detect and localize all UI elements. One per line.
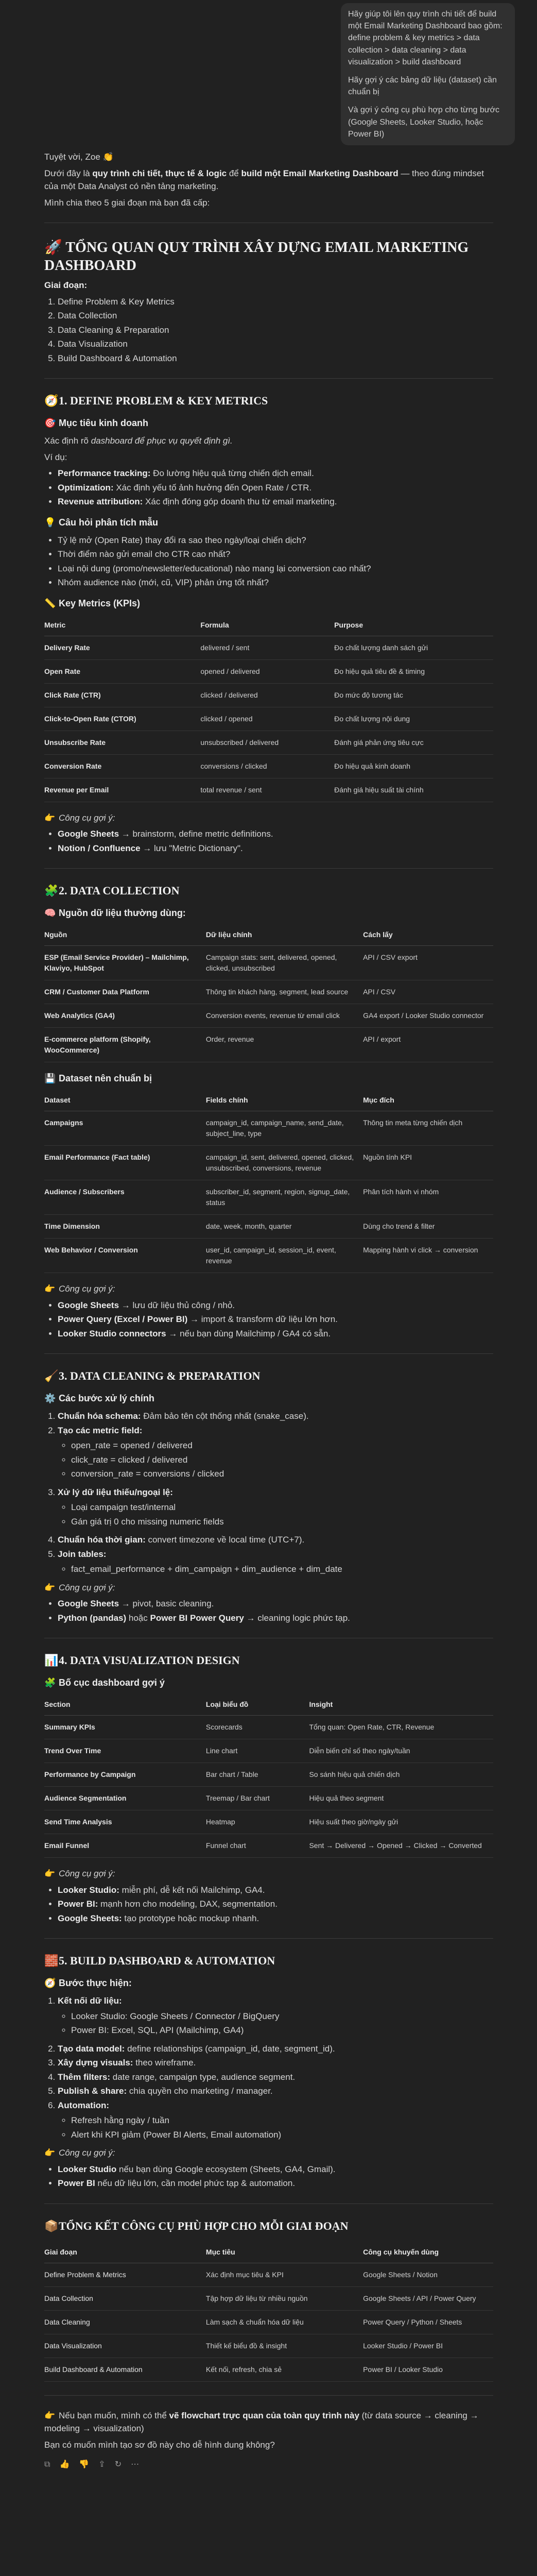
list-item: ◦ click_rate = clicked / delivered [71,1453,493,1467]
puzzle-icon: 🧩 [44,1677,56,1688]
list-item: 3. Xây dựng visuals: theo wireframe. [58,2056,493,2070]
tools-list [44,1884,493,1925]
stages-list [44,295,493,365]
list-item: • Looker Studio nếu bạn dùng Google ecosystem (Sheets, GA4, Gmail). [58,2163,493,2176]
summary-table [44,2242,493,2382]
list-item: 3. Data Cleaning & Preparation [58,324,493,337]
list-item: 1. Define Problem & Key Metrics [58,295,493,309]
divider [44,2395,493,2396]
table-header: Metric [44,615,200,636]
table-row: Revenue per Email total revenue / sent Đánh giá hiệu suất tài chính [44,778,493,802]
intro-line: Dưới đây là quy trình chi tiết, thực tế & logic để build một Email Marketing Dashboard — theo đúng mindset của một Data Analyst có nền tảng marketing. [44,168,484,191]
table-header: Mục đích [363,1090,493,1111]
table-row: ESP (Email Service Provider) – Mailchimp, Klaviyo, HubSpot Campaign stats: sent, delivered, opened, clicked, unsubscribed API / CSV export [44,946,493,980]
list-item: 4. Data Visualization [58,337,493,351]
list-item: • Tỷ lệ mở (Open Rate) thay đổi ra sao theo ngày/loại chiến dịch? [58,534,493,547]
summary-title: 📦TỔNG KẾT CÔNG CỤ PHÙ HỢP CHO MỖI GIAI ĐOẠN [44,2217,493,2234]
list-item: • Power BI nếu dữ liệu lớn, cần model phức tạp & automation. [58,2177,493,2190]
compass-icon: 🧭 [44,1978,56,1988]
sources-heading: 🧠 Nguồn dữ liệu thường dùng: [44,906,493,920]
steps-heading: 🧭 Bước thực hiện: [44,1976,493,1990]
example-label: Ví dụ: [44,452,67,462]
table-row: Data Collection Tập hợp dữ liệu từ nhiều nguồn Google Sheets / API / Power Query [44,2286,493,2310]
table-row: Data Cleaning Làm sạch & chuẩn hóa dữ liệu Power Query / Python / Sheets [44,2310,493,2334]
table-header: Công cụ khuyến dùng [363,2242,493,2263]
list-item: ◦ open_rate = opened / delivered [71,1439,493,1452]
dataset-table [44,1090,493,1273]
table-row: Audience / Subscribers subscriber_id, segment, region, signup_date, status Phân tích hành vi nhóm [44,1180,493,1215]
table-row: Data Visualization Thiết kế biểu đồ & insight Looker Studio / Power BI [44,2334,493,2358]
section-1-title: 🧭1. DEFINE PROBLEM & KEY METRICS [44,392,493,409]
section-3-title: 🧹3. DATA CLEANING & PREPARATION [44,1367,493,1384]
build-steps-list [44,1994,493,2141]
table-header: Section [44,1694,206,1716]
list-item: ◦ Gán giá trị 0 cho missing numeric fields [71,1515,493,1529]
gear-icon: ⚙️ [44,1393,56,1403]
cleaning-steps-list [44,1410,493,1576]
list-item: ◦ Looker Studio: Google Sheets / Connector / BigQuery [71,2010,493,2023]
list-item: • Power BI: mạnh hơn cho modeling, DAX, segmentation. [58,1897,493,1911]
list-item: • Loại nội dung (promo/newsletter/educational) nào mang lại conversion cao nhất? [58,562,493,575]
goal-text: Xác định rõ dashboard để phục vụ quyết định gì. [44,436,233,446]
table-row: Build Dashboard & Automation Kết nối, refresh, chia sẻ Power BI / Looker Studio [44,2358,493,2381]
list-item: • Google Sheets → lưu dữ liệu thủ công / nhỏ. [58,1299,493,1312]
table-row: Time Dimension date, week, month, quarter Dùng cho trend & filter [44,1215,493,1239]
list-item: • Looker Studio: miễn phí, dễ kết nối Mailchimp, GA4. [58,1884,493,1897]
thumbs-up-icon[interactable]: 👍 [59,2460,70,2469]
message-actions [44,2459,493,2471]
list-item: ◦ conversion_rate = conversions / clicked [71,1467,493,1481]
table-row: Trend Over Time Line chart Diễn biến chỉ số theo ngày/tuần [44,1739,493,1763]
bricks-icon: 🧱 [44,1954,59,1967]
table-row: Email Funnel Funnel chart Sent → Delivered → Opened → Clicked → Converted [44,1834,493,1858]
tools-list [44,827,493,855]
assistant-response [44,150,493,2471]
table-header: Giai đoạn [44,2242,206,2263]
tools-heading: 👉 Công cụ gợi ý: [44,1282,493,1296]
list-item: ◦ Refresh hằng ngày / tuần [71,2114,493,2127]
table-row: Unsubscribe Rate unsubscribed / delivered Đánh giá phản ứng tiêu cực [44,731,493,754]
disk-icon: 💾 [44,1073,56,1083]
kpi-heading: 📏 Key Metrics (KPIs) [44,597,493,611]
table-row: Email Performance (Fact table) campaign_id, sent, delivered, opened, clicked, unsubscribed, conversions, revenue Nguồn tính KPI [44,1146,493,1180]
divider [44,1353,493,1354]
table-header: Loại biểu đồ [206,1694,309,1716]
steps-heading: ⚙️ Các bước xử lý chính [44,1392,493,1405]
tools-list [44,1299,493,1341]
share-icon[interactable]: ⇪ [98,2460,106,2469]
section-2-title: 🧩2. DATA COLLECTION [44,882,493,899]
intro-line-2: Mình chia theo 5 giai đoạn mà bạn đã cấp: [44,197,210,208]
visualization-table [44,1694,493,1858]
section-5-title: 🧱5. BUILD DASHBOARD & AUTOMATION [44,1952,493,1969]
table-header: Cách lấy [363,924,493,946]
list-item: 5. Join tables: ◦ fact_email_performance + dim_campaign + dim_audience + dim_date [58,1548,493,1576]
table-row: Send Time Analysis Heatmap Hiệu suất theo giờ/ngày gửi [44,1810,493,1834]
kpi-table [44,615,493,802]
list-item: • Nhóm audience nào (mới, cũ, VIP) phản ứng tốt nhất? [58,576,493,589]
user-message-paragraph: Và gợi ý công cụ phù hợp cho từng bước (Google Sheets, Looker Studio, hoặc Power BI) [348,106,499,139]
table-row: Web Analytics (GA4) Conversion events, revenue từ email click GA4 export / Looker Studio connector [44,1004,493,1028]
list-item: 4. Thêm filters: date range, campaign type, audience segment. [58,2071,493,2084]
table-header: Purpose [334,615,493,636]
table-row: Performance by Campaign Bar chart / Table So sánh hiệu quả chiến dịch [44,1763,493,1787]
table-row: Click Rate (CTR) clicked / delivered Đo mức độ tương tác [44,683,493,707]
list-item: 5. Publish & share: chia quyền cho marketing / manager. [58,2084,493,2098]
overview-title: 🚀 TỔNG QUAN QUY TRÌNH XÂY DỰNG EMAIL MARKETING DASHBOARD [44,240,469,274]
table-row: Audience Segmentation Treemap / Bar chart Hiệu quả theo segment [44,1787,493,1810]
list-item: 3. Xử lý dữ liệu thiếu/ngoại lệ: ◦ Loại campaign test/internal ◦ Gán giá trị 0 cho missing numeric fields [58,1486,493,1529]
table-header: Mục tiêu [206,2242,363,2263]
copy-icon[interactable]: ⧉ [44,2460,50,2469]
user-message-paragraph: Hãy giúp tôi lên quy trình chi tiết để build một Email Marketing Dashboard bao gồm: define problem & key metrics > data collection > data cleaning > data visualization > build dashboard [348,10,503,66]
more-icon[interactable]: ⋯ [131,2460,140,2469]
table-header: Formula [200,615,334,636]
list-item: • Google Sheets → brainstorm, define metric definitions. [58,827,493,841]
table-header: Insight [309,1694,493,1716]
list-item: • Performance tracking: Đo lường hiệu quả từng chiến dịch email. [58,467,493,480]
pointing-hand-icon: 👉 [44,1284,56,1294]
section-4-title: 📊4. DATA VISUALIZATION DESIGN [44,1652,493,1669]
table-row: Click-to-Open Rate (CTOR) clicked / opened Đo chất lượng nội dung [44,707,493,731]
tools-heading: 👉 Công cụ gợi ý: [44,1581,493,1595]
questions-heading: 💡 Câu hỏi phân tích mẫu [44,516,493,530]
thumbs-down-icon[interactable]: 👎 [79,2460,90,2469]
list-item: 5. Build Dashboard & Automation [58,352,493,365]
pointing-hand-icon: 👉 [44,2148,56,2158]
chart-icon: 📊 [44,1654,59,1667]
list-item: 2. Tạo data model: define relationships (campaign_id, date, segment_id). [58,2042,493,2056]
target-icon: 🎯 [44,418,56,428]
list-item: • Google Sheets: tạo prototype hoặc mockup nhanh. [58,1912,493,1925]
table-row: Campaigns campaign_id, campaign_name, send_date, subject_line, type Thông tin meta từng chiến dịch [44,1111,493,1146]
examples-list [44,467,493,509]
table-header: Dữ liệu chính [206,924,363,946]
list-item: 6. Automation: ◦ Refresh hằng ngày / tuần ◦ Alert khi KPI giảm (Power BI Alerts, Email automation) [58,2099,493,2142]
table-row: Conversion Rate conversions / clicked Đo hiệu quả kinh doanh [44,754,493,778]
divider [44,1938,493,1939]
table-row: Open Rate opened / delivered Đo hiệu quả tiêu đề & timing [44,659,493,683]
table-row: CRM / Customer Data Platform Thông tin khách hàng, segment, lead source API / CSV [44,980,493,1004]
list-item: • Google Sheets → pivot, basic cleaning. [58,1597,493,1611]
list-item: • Power Query (Excel / Power BI) → import & transform dữ liệu lớn hơn. [58,1313,493,1326]
list-item: • Looker Studio connectors → nếu bạn dùng Mailchimp / GA4 có sẵn. [58,1327,493,1341]
stages-label: Giai đoạn: [44,280,88,290]
list-item: • Thời điểm nào gửi email cho CTR cao nhất? [58,548,493,561]
list-item: • Notion / Confluence → lưu "Metric Dictionary". [58,842,493,855]
broom-icon: 🧹 [44,1369,59,1382]
greeting: Tuyệt vời, Zoe 👏 [44,152,114,162]
divider [44,378,493,379]
closing-offer: 👉 Nếu bạn muốn, mình có thể vẽ flowchart trực quan của toàn quy trình này (từ data source → cleaning → modeling → visualization) [44,2409,493,2435]
table-row: Web Behavior / Conversion user_id, campaign_id, session_id, event, revenue Mapping hành vi click → conversion [44,1239,493,1273]
pointing-hand-icon: 👉 [44,2410,56,2420]
brain-icon: 🧠 [44,908,56,918]
list-item: 4. Chuẩn hóa thời gian: convert timezone về local time (UTC+7). [58,1533,493,1547]
tools-list [44,2163,493,2190]
list-item: 1. Kết nối dữ liệu: ◦ Looker Studio: Google Sheets / Connector / BigQuery ◦ Power BI: Excel, SQL, API (Mailchimp, GA4) [58,1994,493,2037]
table-row: E-commerce platform (Shopify, WooCommerce) Order, revenue API / export [44,1028,493,1062]
list-item: 2. Tạo các metric field: ◦ open_rate = opened / delivered ◦ click_rate = clicked / delivered ◦ conversion_rate = conversions / clicked [58,1424,493,1481]
list-item: 1. Chuẩn hóa schema: Đảm bảo tên cột thống nhất (snake_case). [58,1410,493,1423]
ruler-icon: 📏 [44,598,56,608]
user-message-bubble [341,3,515,145]
tools-heading: 👉 Công cụ gợi ý: [44,1867,493,1880]
table-header: Fields chính [206,1090,363,1111]
table-row: Summary KPIs Scorecards Tổng quan: Open Rate, CTR, Revenue [44,1716,493,1739]
package-icon: 📦 [44,2219,59,2232]
pointing-hand-icon: 👉 [44,812,56,823]
list-item: • Revenue attribution: Xác định đóng góp doanh thu từ email marketing. [58,495,493,509]
list-item: • Python (pandas) hoặc Power BI Power Query → cleaning logic phức tạp. [58,1612,493,1625]
questions-list [44,534,493,589]
sources-table [44,924,493,1062]
list-item: • Optimization: Xác định yếu tố ảnh hưởng đến Open Rate / CTR. [58,481,493,495]
table-header: Nguồn [44,924,206,946]
user-message-paragraph: Hãy gợi ý các bảng dữ liệu (dataset) cần chuẩn bị [348,75,497,97]
divider [44,868,493,869]
table-row: Delivery Rate delivered / sent Đo chất lượng danh sách gửi [44,636,493,659]
list-item: ◦ fact_email_performance + dim_campaign + dim_audience + dim_date [71,1563,493,1576]
list-item: ◦ Power BI: Excel, SQL, API (Mailchimp, GA4) [71,2024,493,2037]
goal-heading: 🎯 Mục tiêu kinh doanh [44,416,493,430]
table-row: Define Problem & Metrics Xác định mục tiêu & KPI Google Sheets / Notion [44,2263,493,2286]
list-item: ◦ Loại campaign test/internal [71,1501,493,1514]
dataset-heading: 💾 Dataset nên chuẩn bị [44,1072,493,1086]
list-item: ◦ Alert khi KPI giảm (Power BI Alerts, Email automation) [71,2128,493,2142]
lightbulb-icon: 💡 [44,517,56,528]
compass-icon: 🧭 [44,394,59,407]
tools-list [44,1597,493,1624]
closing-question: Bạn có muốn mình tạo sơ đồ này cho dễ hình dung không? [44,2439,275,2450]
layout-heading: 🧩 Bố cục dashboard gợi ý [44,1676,493,1690]
list-item: 2. Data Collection [58,309,493,323]
regenerate-icon[interactable]: ↻ [114,2460,122,2469]
pointing-hand-icon: 👉 [44,1869,56,1878]
tools-heading: 👉 Công cụ gợi ý: [44,2146,493,2160]
puzzle-icon: 🧩 [44,884,59,897]
table-header: Dataset [44,1090,206,1111]
tools-heading: 👉 Công cụ gợi ý: [44,811,493,825]
pointing-hand-icon: 👉 [44,1582,56,1592]
